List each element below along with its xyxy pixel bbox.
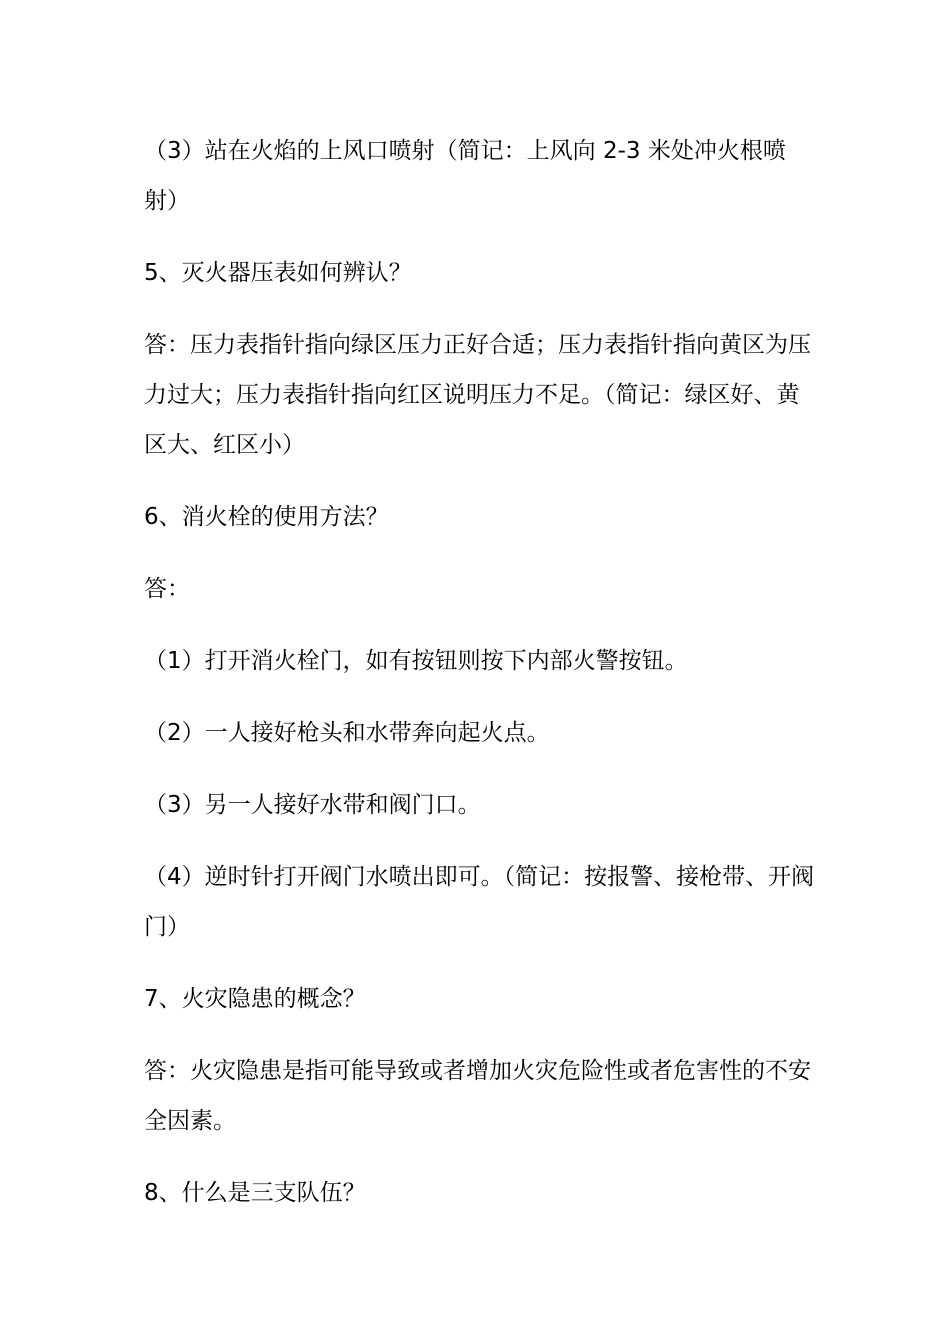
answer-5-line-3: 区大、红区小） xyxy=(144,432,305,458)
answer-6-step-3: （3）另一人接好水带和阀门口。 xyxy=(144,792,481,818)
answer-5-line-2: 力过大；压力表指针指向红区说明压力不足。（简记：绿区好、黄 xyxy=(144,382,800,408)
answer-6-step-1: （1）打开消火栓门，如有按钮则按下内部火警按钮。 xyxy=(144,648,688,674)
answer-6-label: 答： xyxy=(144,576,190,602)
question-7: 7、火灾隐患的概念？ xyxy=(144,986,366,1012)
question-5: 5、灭火器压表如何辨认？ xyxy=(144,260,412,286)
answer-6-step-4-line-2: 门） xyxy=(144,914,190,940)
answer-6-step-2: （2）一人接好枪头和水带奔向起火点。 xyxy=(144,720,550,746)
answer-item-3-line-1: （3）站在火焰的上风口喷射（简记：上风向 2-3 米处冲火根喷 xyxy=(144,138,786,164)
answer-7-line-1: 答：火灾隐患是指可能导致或者增加火灾危险性或者危害性的不安 xyxy=(144,1058,811,1084)
question-8: 8、什么是三支队伍？ xyxy=(144,1180,366,1206)
answer-item-3-line-2: 射） xyxy=(144,188,190,214)
question-6: 6、消火栓的使用方法？ xyxy=(144,504,389,530)
answer-5-line-1: 答：压力表指针指向绿区压力正好合适；压力表指针指向黄区为压 xyxy=(144,332,811,358)
answer-6-step-4-line-1: （4）逆时针打开阀门水喷出即可。（简记：按报警、接枪带、开阀 xyxy=(144,864,815,890)
answer-7-line-2: 全因素。 xyxy=(144,1108,236,1134)
